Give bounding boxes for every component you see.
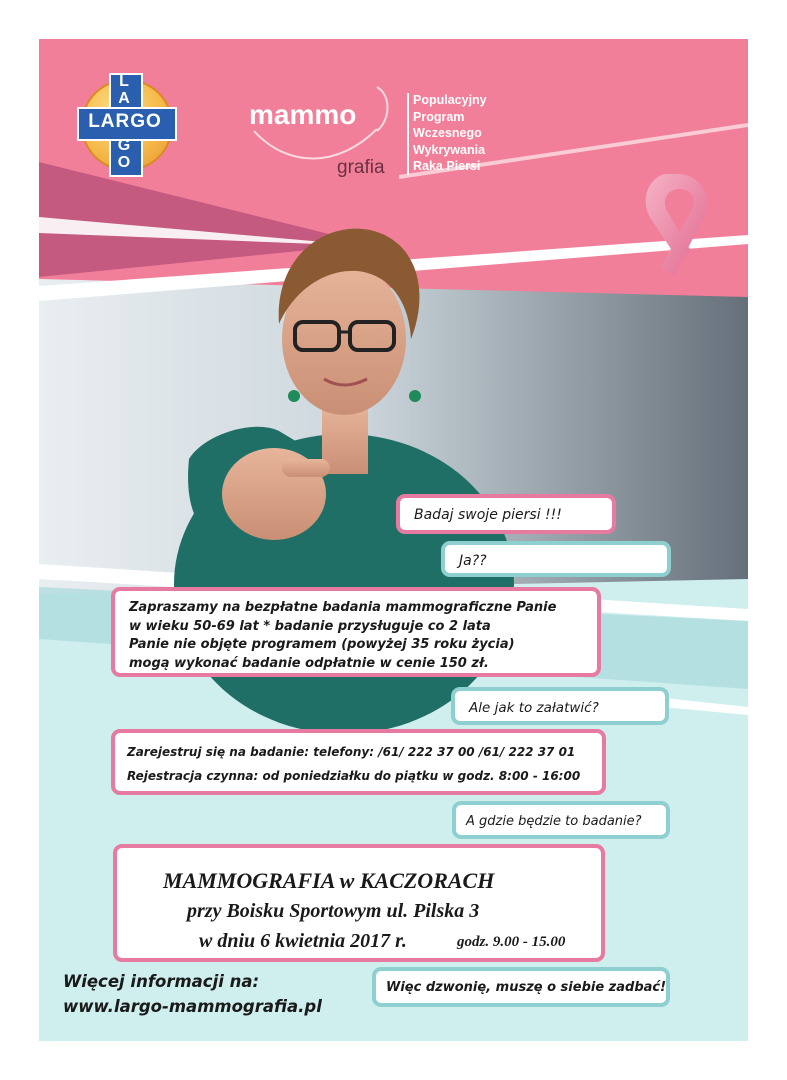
- poster: [39, 39, 748, 1041]
- zapraszamy-line: Panie nie objęte programem (powyżej 35 roku życia): [129, 637, 515, 652]
- brand-mammo: mammo: [249, 99, 357, 130]
- bubble-badaj-text: Badaj swoje piersi !!!: [414, 507, 562, 523]
- zapraszamy-line: w wieku 50-69 lat * badanie przysługuje co 2 lata: [129, 618, 491, 634]
- logo-letter: A: [118, 90, 130, 107]
- logo-letter: G: [117, 137, 131, 154]
- program-line: Wczesnego: [413, 126, 482, 140]
- logo-letter: L: [119, 73, 129, 90]
- program-line: Raka Piersi: [413, 159, 481, 173]
- program-name: [413, 92, 487, 175]
- zapraszamy-line: mogą wykonać badanie odpłatnie w cenie 150 zł.: [129, 655, 489, 671]
- location-address: przy Boisku Sportowym ul. Pilska 3: [187, 900, 480, 922]
- bubble-wiec-text: Więc dzwonię, muszę o siebie zadbać!: [386, 980, 667, 995]
- rejestracja-line: Zarejestruj się na badanie: telefony: /61/ 222 37 00 /61/ 222 37 01: [127, 745, 576, 759]
- brand-grafia: grafia: [337, 157, 385, 178]
- location-hours: godz. 9.00 - 15.00: [457, 934, 566, 950]
- bubble-ja-text: Ja??: [459, 553, 487, 569]
- program-line: Program: [413, 109, 465, 124]
- bubble-a-gdzie-text: A gdzie będzie to badanie?: [466, 814, 642, 829]
- logo-vertical-text: [109, 73, 139, 171]
- footer-info-label: Więcej informacji na:: [63, 972, 260, 991]
- program-line: Wykrywania: [413, 142, 486, 157]
- footer-website[interactable]: www.largo-mammografia.pl: [63, 997, 322, 1016]
- logo-text: LARGO: [88, 111, 162, 132]
- bubble-a-gdzie: [452, 801, 670, 839]
- rejestracja-line: Rejestracja czynna: od poniedziałku do piątku w godz. 8:00 - 16:00: [127, 769, 581, 783]
- bubble-location: [113, 844, 605, 962]
- program-line: Populacyjny: [413, 93, 487, 107]
- logo-letter: O: [117, 154, 131, 171]
- logo-letter-gap: [109, 107, 139, 137]
- bubble-zapraszamy: [111, 587, 601, 677]
- location-date: w dniu 6 kwietnia 2017 r.: [199, 930, 407, 952]
- bubble-badaj: [396, 494, 616, 534]
- bubble-ale-jak-text: Ale jak to załatwić?: [469, 700, 599, 716]
- location-title: MAMMOGRAFIA w KACZORACH: [163, 868, 495, 893]
- bubble-wiec: [372, 967, 670, 1007]
- brand-divider: [407, 93, 409, 175]
- bubble-rejestracja: [111, 729, 606, 795]
- bubble-ale-jak: [451, 687, 669, 725]
- zapraszamy-line: Zapraszamy na bezpłatne badania mammograficzne Panie: [129, 600, 557, 615]
- bubble-ja: [441, 541, 671, 577]
